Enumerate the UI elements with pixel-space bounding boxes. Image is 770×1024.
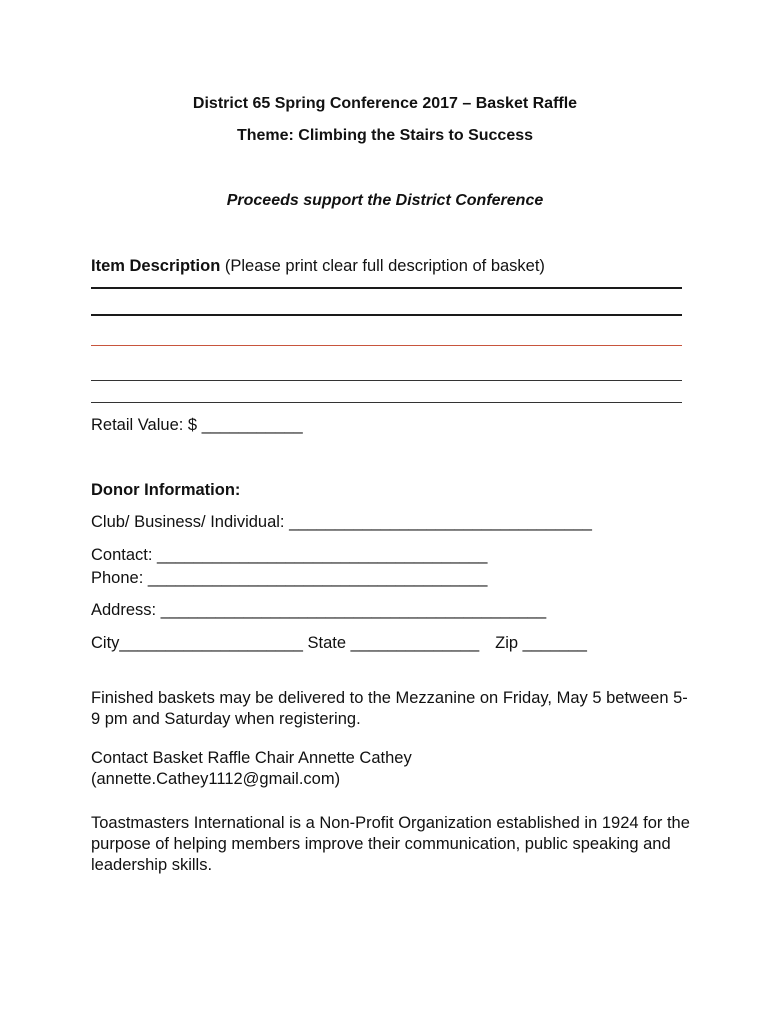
club-field[interactable]	[91, 513, 592, 532]
city-label: City	[91, 634, 120, 652]
description-line-2[interactable]	[91, 314, 682, 316]
phone-blank[interactable]: _____________________________________	[147, 569, 488, 587]
contact-email[interactable]: (annette.Cathey1112@gmail.com)	[91, 770, 341, 788]
donor-heading: Donor Information:	[91, 481, 241, 499]
contact-blank[interactable]: ____________________________________	[157, 546, 488, 564]
item-description-label: Item Description	[91, 257, 221, 275]
zip-label: Zip	[495, 634, 523, 652]
address-blank[interactable]: __________________________________________	[160, 601, 547, 619]
club-blank[interactable]: _________________________________	[289, 513, 592, 531]
city-state-zip-row	[91, 634, 587, 653]
theme-line: Theme: Climbing the Stairs to Success	[236, 127, 534, 144]
phone-label: Phone:	[91, 569, 148, 587]
state-label: State	[302, 634, 351, 652]
delivery-note: Finished baskets may be delivered to the Mezzanine on Friday, May 5 between 5-9 pm and Saturday when registering.	[91, 689, 688, 728]
retail-value-label: Retail Value: $	[91, 416, 202, 434]
address-label: Address:	[91, 601, 161, 619]
item-description-line	[91, 257, 545, 276]
contact-field[interactable]	[91, 546, 487, 565]
city-blank[interactable]: ____________________	[119, 634, 303, 652]
retail-value-field[interactable]	[91, 416, 303, 435]
contact-chair-line: Contact Basket Raffle Chair Annette Cathey	[91, 749, 412, 767]
description-line-4[interactable]	[91, 380, 682, 381]
contact-label: Contact:	[91, 546, 158, 564]
page-title: District 65 Spring Conference 2017 – Basket Raffle	[192, 95, 578, 112]
address-field[interactable]	[91, 601, 546, 620]
description-line-1[interactable]	[91, 287, 682, 289]
state-blank[interactable]: ______________	[350, 634, 480, 652]
about-toastmasters: Toastmasters International is a Non-Profit Organization established in 1924 for the purpose of helping members improve their communication, public speaking and leadership skills.	[91, 814, 690, 874]
description-line-5[interactable]	[91, 402, 682, 403]
phone-field[interactable]	[91, 569, 487, 588]
description-line-3[interactable]	[91, 345, 682, 346]
retail-value-blank[interactable]: ___________	[201, 416, 303, 434]
item-description-instruction: (Please print clear full description of basket)	[220, 257, 545, 275]
zip-blank[interactable]: _______	[522, 634, 587, 652]
proceeds-line: Proceeds support the District Conference	[226, 192, 544, 209]
club-label: Club/ Business/ Individual:	[91, 513, 290, 531]
